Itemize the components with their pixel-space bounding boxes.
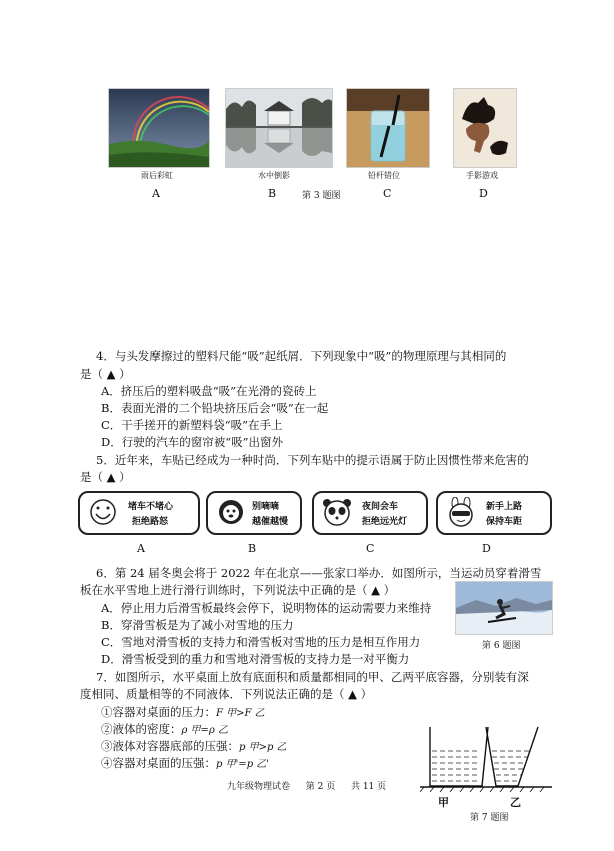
q6-option-c: C．雪地对滑雪板的支持力和滑雪板对雪地的压力是相互作用力 [101,635,421,649]
q7-statement-3: ③液体对容器底部的压强：p 甲>p 乙 [101,739,287,753]
q6-stem-line1: 6．第 24 届冬奥会将于 2022 年在北京——张家口举办．如图所示，当运动员穿着滑雪 [96,566,542,580]
q5-stem-line2: 是（ ▲ ） [80,470,131,484]
sticker-a-line2: 拒绝路怒 [132,517,169,527]
car-sticker-d [436,491,552,535]
sticker-b-line1: 别嘀嘀 [252,502,280,512]
q7-stem-line2: 度相同、质量相等的不同液体．下列说法正确的是（ ▲ ） [80,687,373,701]
sticker-a-letter: A [137,542,145,555]
sticker-d-letter: D [482,542,491,555]
figure-label-q7: 第 7 题图 [470,813,509,823]
car-sticker-c [312,491,428,535]
option-a-letter: A [152,187,160,200]
q7-formula-4: p 甲'=p 乙' [216,759,270,770]
container-right [486,727,538,786]
sticker-c-line2: 拒绝远光灯 [362,517,408,527]
q7-formula-2: ρ 甲=ρ 乙 [181,725,228,736]
rainbow-photo [108,88,210,168]
q4-option-a: A．挤压后的塑料吸盘“吸”在光滑的瓷砖上 [101,384,317,398]
sticker-d-line1: 新手上路 [486,502,523,512]
footer [227,779,386,792]
car-sticker-b [206,491,302,535]
q6-option-a: A．停止用力后滑雪板最终会停下，说明物体的运动需要力来维持 [101,601,432,615]
caption-shadow: 手影游戏 [466,171,498,180]
q4-stem-line2: 是（ ▲ ） [80,367,131,381]
q4-stem-line1: 4．与头发摩擦过的塑料尺能“吸”起纸屑．下列现象中“吸”的物理原理与其相同的 [96,349,507,363]
sticker-c-line1: 夜间会车 [362,502,399,512]
q7-formula-1: F 甲>F 乙 [216,708,265,719]
figure-label-q3: 第 3 题图 [302,191,341,201]
footer-page: 第 2 页 [305,782,336,792]
sticker-b-letter: B [248,542,257,555]
rabbit-face-icon [444,497,478,527]
smiling-face-icon [86,497,120,527]
panda-face-icon [320,497,354,527]
option-c-letter: C [383,187,392,200]
sticker-d-line2: 保持车距 [486,517,523,527]
shadow-puppet-photo [453,88,517,168]
sticker-b-line2: 越催越慢 [252,517,289,527]
q7-stem-line1: 7．如图所示，水平桌面上放有底面积和质量都相同的甲、乙两平底容器，分别装有深 [96,670,529,684]
containers-diagram [420,723,552,793]
car-sticker-a [78,491,200,535]
q7-statement-2: ②液体的密度：ρ 甲=ρ 乙 [101,722,228,736]
caption-reflection: 水中倒影 [258,171,290,180]
q7-statement-4: ④容器对桌面的压强：p 甲'=p 乙' [101,756,270,770]
q4-option-c: C．干手搓开的新塑料袋“吸”在手上 [101,418,283,432]
container-left-label: 甲 [438,796,449,809]
q7-formula-3: p 甲>p 乙 [239,742,287,753]
q4-option-d: D．行驶的汽车的窗帘被“吸”出窗外 [101,435,283,449]
container-right-label: 乙 [510,796,521,809]
q6-option-b: B．穿滑雪板是为了减小对雪地的压力 [101,618,294,632]
figure-label-q6: 第 6 题图 [482,641,521,651]
footer-total: 共 11 页 [350,782,387,792]
caption-rainbow: 雨后彩虹 [141,171,173,180]
q5-stem-line1: 5．近年来，车贴已经成为一种时尚．下列车贴中的提示语属于防止因惯性带来危害的 [96,453,529,467]
reflection-photo [225,88,333,168]
liquid-left [432,751,480,781]
skier-photo [455,581,553,635]
q4-option-b: B．表面光滑的二个铅块挤压后会“吸”在一起 [101,401,329,415]
q6-option-d: D．滑雪板受到的重力和雪地对滑雪板的支持力是一对平衡力 [101,652,410,666]
sticker-c-letter: C [366,542,375,555]
option-b-letter: B [268,187,277,200]
option-d-letter: D [479,187,488,200]
fish-face-icon [214,497,248,527]
container-left [430,727,488,786]
q7-statement-1: ①容器对桌面的压力：F 甲>F 乙 [101,705,265,719]
footer-exam: 九年级物理试卷 [227,782,291,792]
q6-stem-line2: 板在水平雪地上进行滑行训练时，下列说法中正确的是（ ▲ ） [80,583,396,597]
sticker-a-line1: 堵车不堵心 [128,502,174,512]
pencil-glass-photo [346,88,430,168]
caption-pencil: 铅杆错位 [368,171,400,180]
